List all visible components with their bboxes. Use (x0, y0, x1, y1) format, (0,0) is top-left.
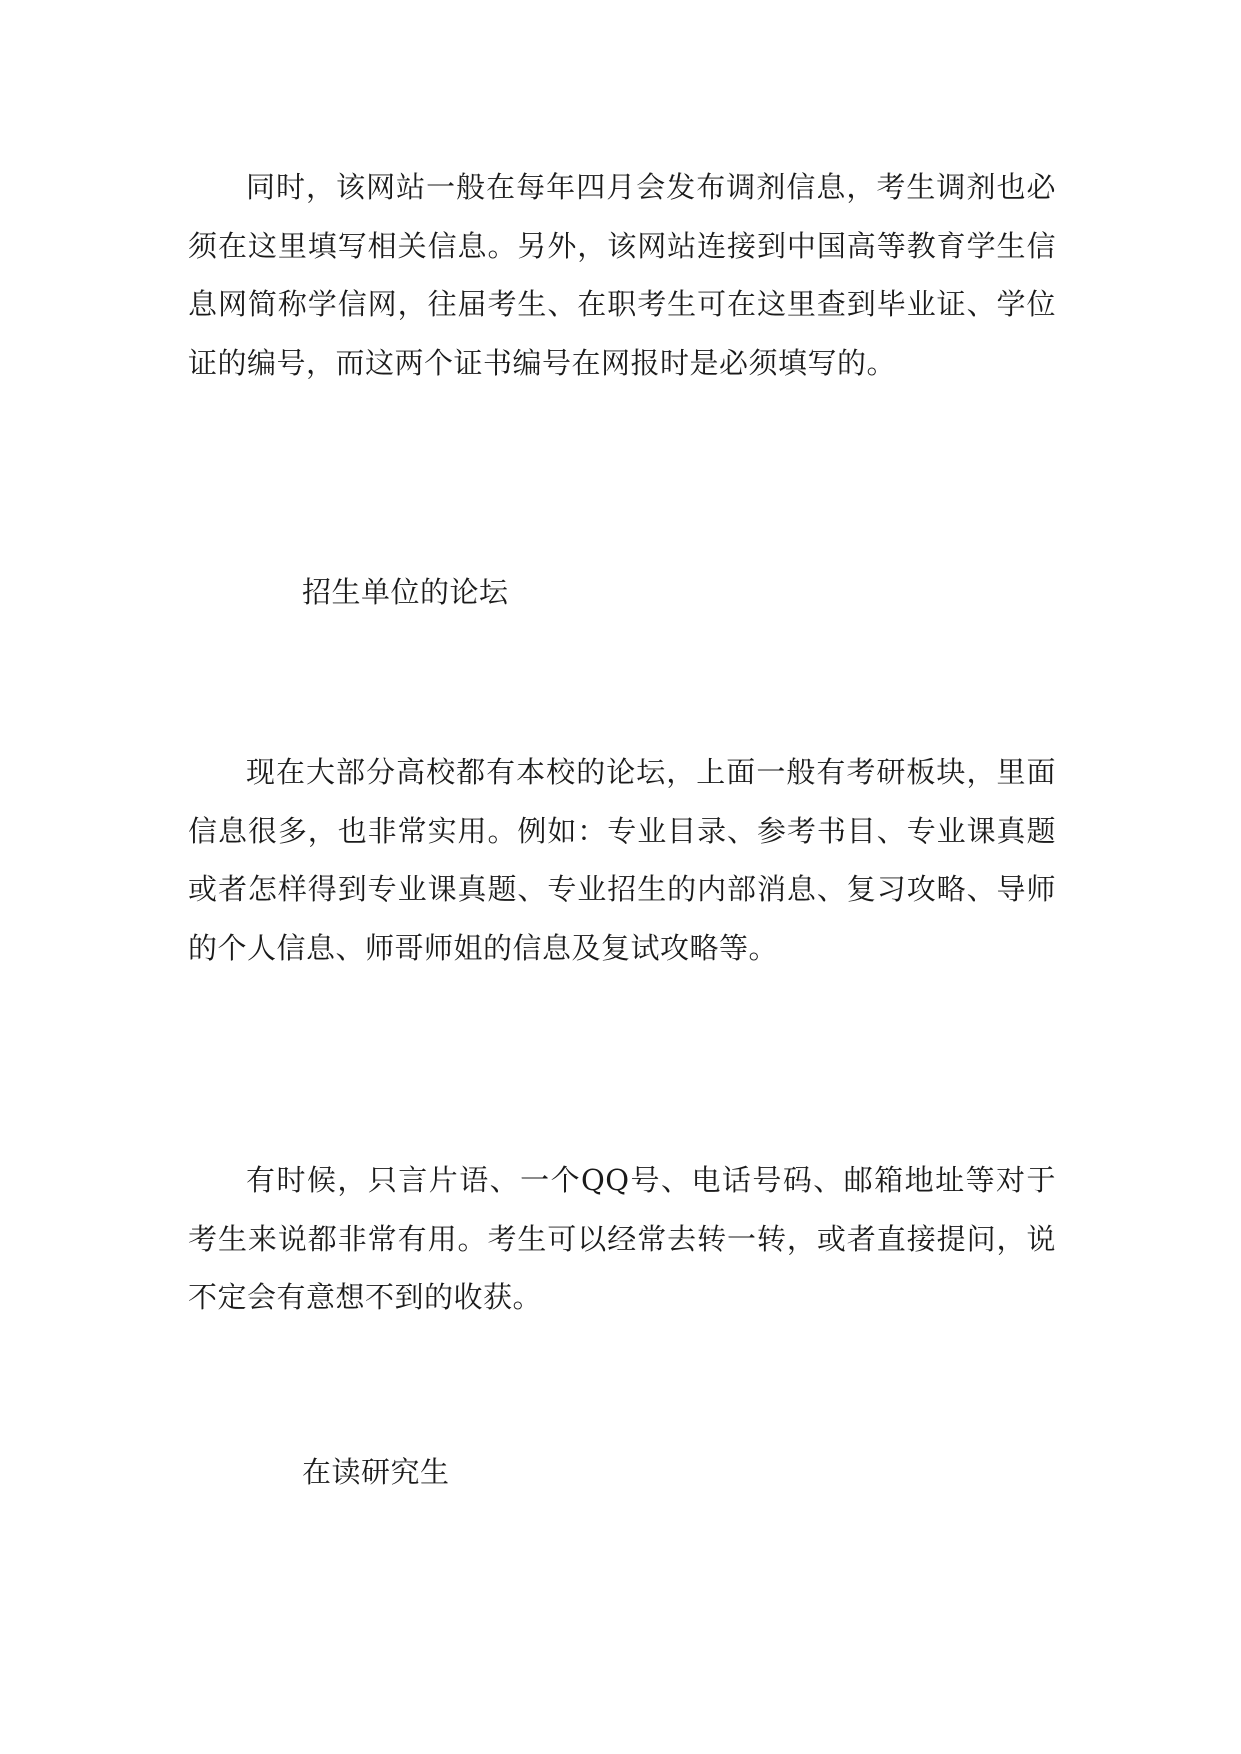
body-paragraph: 同时，该网站一般在每年四月会发布调剂信息，考生调剂也必须在这里填写相关信息。另外，该网站连接到中国高等教育学生信息网简称学信网，往届考生、在职考生可在这里查到毕业证、学位证的编号，而这两个证书编号在网报时是必须填写的。 (188, 170, 1056, 380)
body-paragraph: 现在大部分高校都有本校的论坛，上面一般有考研板块，里面信息很多，也非常实用。例如：专业目录、参考书目、专业课真题或者怎样得到专业课真题、专业招生的内部消息、复习攻略、导师的个人信息、师哥师姐的信息及复试攻略等。 (188, 755, 1056, 965)
section-heading: 在读研究生 (302, 1455, 450, 1489)
section-heading: 招生单位的论坛 (302, 575, 509, 609)
body-paragraph: 有时候，只言片语、一个QQ号、电话号码、邮箱地址等对于考生来说都非常有用。考生可以经常去转一转，或者直接提问，说不定会有意想不到的收获。 (188, 1163, 1056, 1314)
